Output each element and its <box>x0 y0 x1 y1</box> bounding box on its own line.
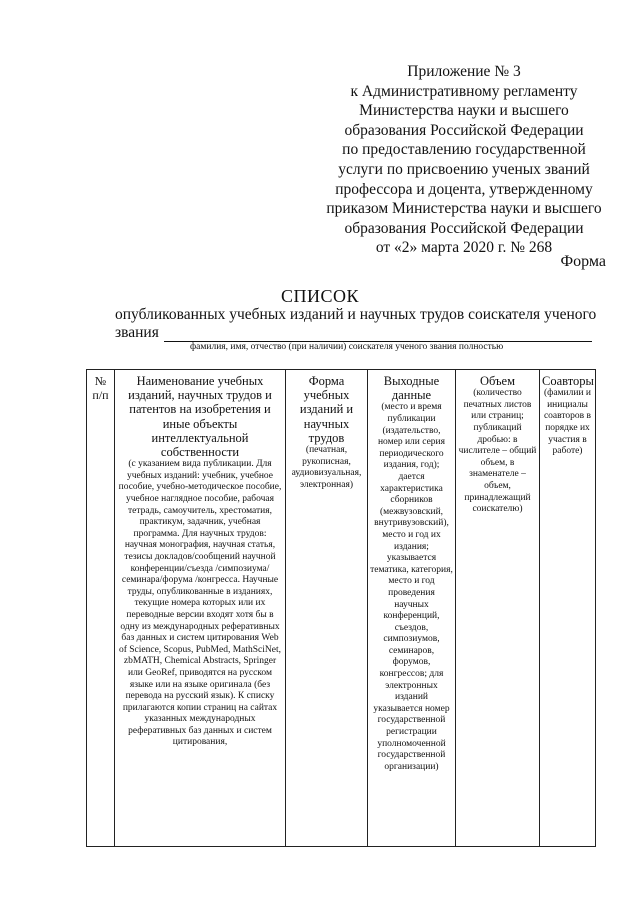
appendix-line: образования Российской Федерации <box>344 219 584 237</box>
subtitle-line-1: опубликованных учебных изданий и научных трудов соискателя ученого <box>115 306 597 323</box>
appendix-line: образования Российской Федерации <box>344 121 584 139</box>
appendix-line: профессора и доцента, утвержденному <box>335 180 593 198</box>
appendix-line: к Административному регламенту <box>350 82 578 100</box>
column-output-data-note: (место и время публикации (издательство, номер или серия периодического издания, год); дается характеристика сборников (межвузовский, внутривузовский), место и год их издания; указывается тематика, категория, место и год проведения научных конференций, съездов, симпозиумов, семинаров, форумов, конгрессов; для электронных изданий указывается номер государственной регистрации уполномоченной государственной организации) <box>370 402 453 772</box>
document-title: СПИСОК <box>280 286 359 306</box>
column-volume-header: Объем <box>480 374 515 388</box>
document-subtitle <box>115 306 595 342</box>
column-coauthors-note: (фамилии и инициалы соавторов в порядке их участия в работе) <box>543 388 592 457</box>
form-label: Форма <box>560 253 606 270</box>
column-number <box>87 370 115 847</box>
column-coauthors-header: Соавторы <box>542 374 594 388</box>
appendix-line: услуги по присвоению ученых званий <box>338 160 590 178</box>
column-form-header: Форма учебных изданий и научных трудов <box>299 374 354 445</box>
name-field-hint: фамилия, имя, отчество (при наличии) соискателя ученого звания полностью <box>190 342 504 352</box>
column-form-note: (печатная, рукописная, аудиовизуальная, электронная) <box>291 445 362 490</box>
column-output-data <box>368 370 456 847</box>
appendix-line: Приложение № 3 <box>407 63 521 80</box>
applicant-name-field[interactable] <box>164 327 592 342</box>
subtitle-line-2 <box>115 324 595 342</box>
appendix-line: по предоставлению государственной <box>342 141 586 159</box>
column-output-data-header: Выходные данные <box>383 374 440 403</box>
column-volume <box>456 370 540 847</box>
column-title-note: (с указанием вида публикации. Для учебных изданий: учебник, учебное пособие, учебно-методическое пособие, учебное наглядное пособие, рабочая тетрадь, самоучитель, хрестоматия, практикум, задачник, учебная программа. Для научных трудов: научная монография, научная статья, тезисы докладов/сообщений научной конференции/съезда /симпозиума/семинара/форума /конгресса. Научные труды, опубликованные в изданиях, текущие номера которых или их переводные версии входят хотя бы в одну из международных реферативных баз данных и систем цитирования Web of Science, Scopus, PubMed, MathSciNet, zbMATH, Chemical Abstracts, Springer или GeoRef, приводятся на русском языке или на языке оригинала (без перевода на русский язык). К списку прилагаются копии страниц на сайтах указанных международных реферативных баз данных и систем цитирования, <box>118 459 282 748</box>
subtitle-line-2-text: звания <box>115 324 159 341</box>
column-number-header: № п/п <box>92 374 109 403</box>
publications-table <box>86 369 596 847</box>
table-header-row <box>87 370 596 847</box>
appendix-approval-block <box>305 62 623 258</box>
column-form <box>286 370 368 847</box>
appendix-line: приказом Министерства науки и высшего <box>326 200 602 218</box>
column-title-header: Наименование учебных изданий, научных трудов и патентов на изобретения и иные объекты интеллектуальной собственности <box>128 374 272 460</box>
appendix-line: от «2» марта 2020 г. № 268 <box>375 239 553 257</box>
column-title <box>115 370 286 847</box>
column-coauthors <box>540 370 596 847</box>
appendix-line: Министерства науки и высшего <box>359 102 569 120</box>
column-volume-note: (количество печатных листов или страниц; публикаций дробью: в числителе – общий объем, в знаменателе – объем, принадлежащий соискателю) <box>458 388 537 515</box>
